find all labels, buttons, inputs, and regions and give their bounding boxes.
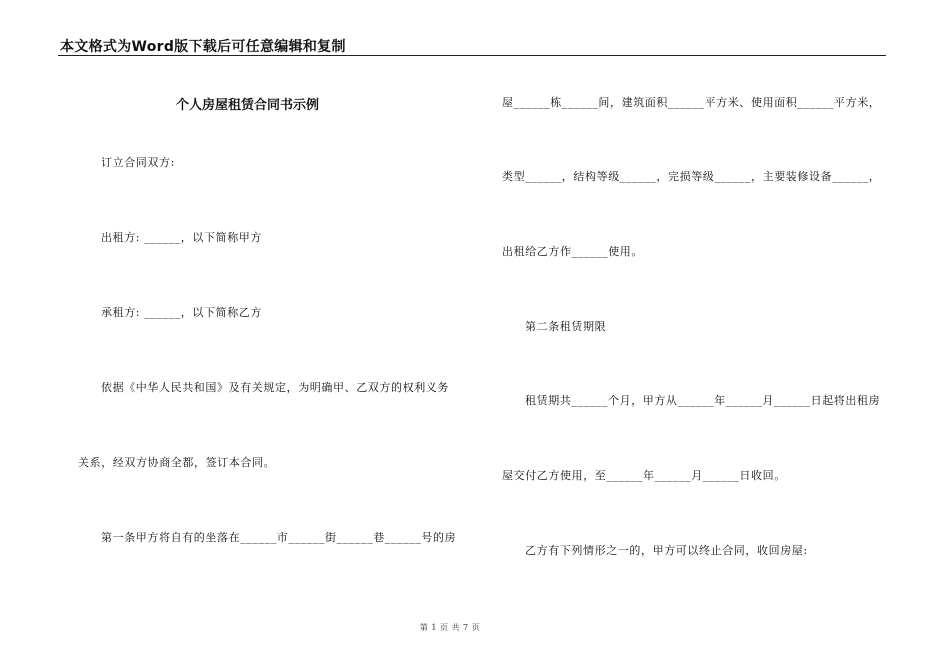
paragraph: 屋交付乙方使用，至______年______月______日收回。: [502, 469, 786, 482]
header-divider: [58, 55, 886, 56]
paragraph: 屋______栋______间，建筑面积______平方米、使用面积______平方米，: [502, 96, 881, 109]
page-number: 第 1 页 共 7 页: [419, 623, 481, 632]
paragraph: 关系，经双方协商全都，签订本合同。: [78, 456, 276, 469]
paragraph: 订立合同双方:: [101, 156, 175, 169]
paragraph: 依据《中华人民共和国》及有关规定，为明确甲、乙双方的权利义务: [101, 381, 449, 394]
paragraph: 出租方: ______，以下简称甲方: [101, 231, 263, 244]
paragraph: 租赁期共______个月，甲方从______年______月______日起将出租房: [525, 394, 881, 407]
paragraph: 第一条甲方将自有的坐落在______市______街______巷______号的房: [101, 531, 457, 544]
document-title: 个人房屋租赁合同书示例: [175, 98, 319, 113]
paragraph: 出租给乙方作______使用。: [502, 245, 643, 258]
paragraph: 承租方: ______，以下简称乙方: [101, 306, 263, 319]
section-heading: 第二条租赁期限: [525, 320, 607, 333]
paragraph: 乙方有下列情形之一的，甲方可以终止合同，收回房屋:: [525, 544, 808, 557]
paragraph: 类型______，结构等级______，完损等级______，主要装修设备______，: [502, 170, 881, 183]
header-text: 本文格式为Word版下载后可任意编辑和复制: [60, 39, 346, 55]
